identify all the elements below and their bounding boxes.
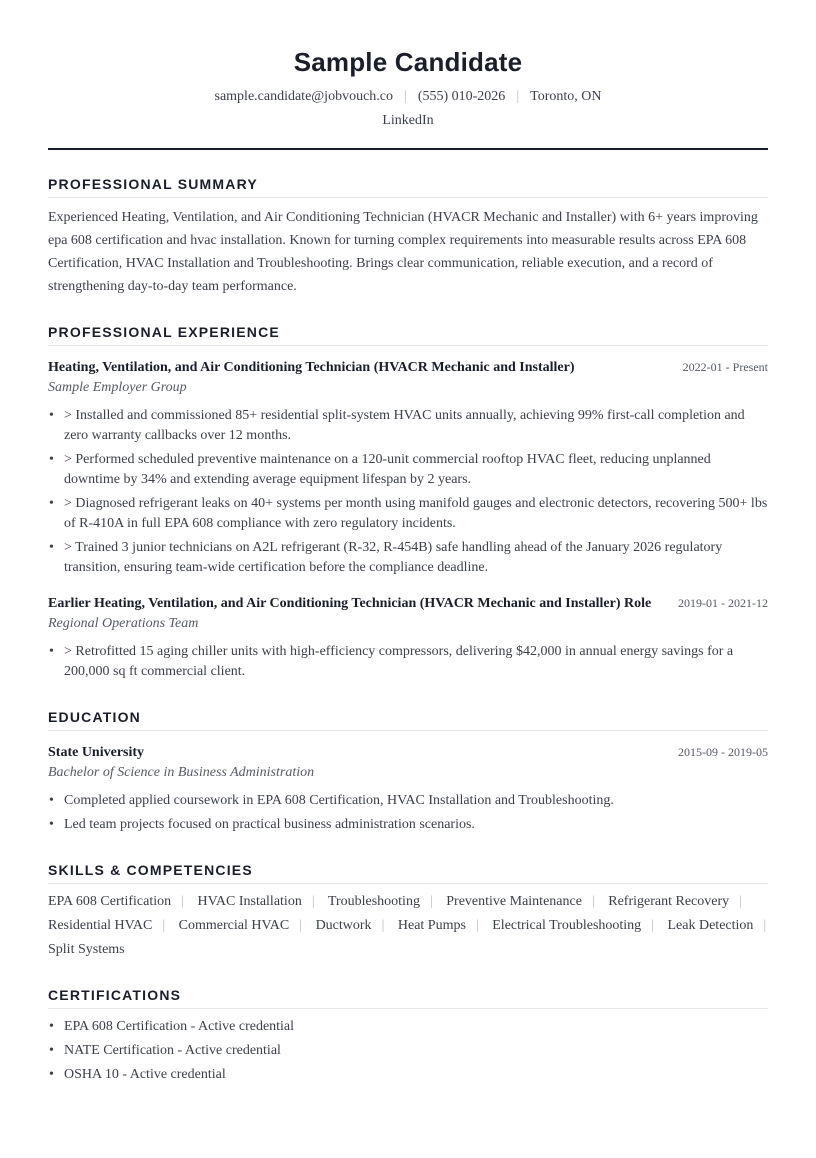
skill-item [668,918,777,933]
contact-separator: | [404,89,407,104]
linkedin-link[interactable]: LinkedIn [382,113,434,128]
job-organization: Sample Employer Group [48,380,187,395]
list-item: • EPA 608 Certification - Active credential [48,1017,768,1037]
skill-item [48,918,175,933]
contact-separator: | [516,89,520,104]
candidate-name: Sample Candidate [293,47,523,77]
skill-label: Preventive Maintenance [446,894,582,909]
skill-separator: | [429,894,433,909]
job-bullets [48,406,768,582]
skill-separator: | [381,918,385,933]
skill-item [398,918,489,933]
skill-label: EPA 608 Certification [48,894,172,909]
skills-list [48,890,778,962]
list-item: • OSHA 10 - Active credential [48,1065,768,1085]
education-heading: EDUCATION [48,709,141,725]
job-bullets [48,642,768,686]
section-divider [48,1008,768,1009]
skill-item [179,918,312,933]
job-dates: 2022-01 - Present [682,360,768,374]
education-bullets [48,791,768,839]
school-name: State University [48,745,145,760]
skill-separator: | [475,918,479,933]
phone-text: (555) 010-2026 [417,89,506,104]
section-divider [48,883,768,884]
location-text: Toronto, ON [530,89,602,104]
certifications-heading: CERTIFICATIONS [48,987,182,1003]
skill-item [328,894,443,909]
skill-item [492,918,664,933]
skill-separator: | [299,918,303,933]
experience-heading: PROFESSIONAL EXPERIENCE [48,324,280,340]
degree-name: Bachelor of Science in Business Administration [48,765,315,780]
skill-label: Leak Detection [667,918,754,933]
list-item: • > Performed scheduled preventive maintenance on a 120-unit commercial rooftop HVAC fleet, reducing unplanned downtime by 34% and extending average equipment lifespan by 2 years. [48,450,768,490]
summary-text: Experienced Heating, Ventilation, and Air Conditioning Technician (HVACR Mechanic and Installer) with 6+ years improving epa 608 certification and hvac installation. Known for turning complex requirements into measurable results across EPA 608 Certification, HVAC Installation and Troubleshooting. Brings clear communication, reliable execution, and a record of strengthening day-to-day team performance. [48,210,758,294]
skill-item [197,894,324,909]
skill-item [48,894,194,909]
list-item: • > Diagnosed refrigerant leaks on 40+ systems per month using manifold gauges and electronic detectors, recovering 500+ lbs of R-410A in full EPA 608 compliance with zero regulatory incidents. [48,494,768,534]
list-item: • Led team projects focused on practical business administration scenarios. [48,815,768,835]
skill-item [316,918,395,933]
list-item: • > Trained 3 junior technicians on A2L refrigerant (R-32, R-454B) safe handling ahead of the January 2026 regulatory transition, ensuring team-wide certification before the compliance deadline. [48,538,768,578]
skill-label: Electrical Troubleshooting [492,918,642,933]
contact-line [48,89,768,105]
skill-item [446,894,604,909]
summary-heading: PROFESSIONAL SUMMARY [48,176,258,192]
skill-separator: | [739,894,742,909]
list-item: • Completed applied coursework in EPA 608 Certification, HVAC Installation and Troubleshooting. [48,791,768,811]
job-dates: 2019-01 - 2021-12 [678,596,768,610]
skill-item [48,942,125,957]
job-title: Heating, Ventilation, and Air Conditioning Technician (HVACR Mechanic and Installer) [48,360,575,375]
skill-item [608,894,752,909]
section-divider [48,730,768,731]
job-title: Earlier Heating, Ventilation, and Air Conditioning Technician (HVACR Mechanic and Installer) Role [48,596,652,611]
section-divider [48,197,768,198]
list-item: • > Retrofitted 15 aging chiller units with high-efficiency compressors, delivering $42,000 in annual energy savings for a 200,000 sq ft commercial client. [48,642,768,682]
skill-label: Ductwork [315,918,372,933]
header-divider [48,148,768,150]
skill-label: Troubleshooting [327,894,420,909]
certifications-list [48,1017,768,1089]
skill-separator: | [162,918,166,933]
job-organization: Regional Operations Team [48,616,199,631]
skill-label: Commercial HVAC [178,918,290,933]
skill-separator: | [311,894,315,909]
section-divider [48,345,768,346]
skills-heading: SKILLS & COMPETENCIES [48,862,253,878]
skill-separator: | [763,918,767,933]
contact-line-2 [48,113,768,129]
skill-separator: | [651,918,654,933]
skill-separator: | [181,894,184,909]
skill-label: Split Systems [48,942,125,957]
skill-label: HVAC Installation [197,894,302,909]
skill-label: Refrigerant Recovery [608,894,730,909]
education-dates: 2015-09 - 2019-05 [678,745,768,759]
list-item: • > Installed and commissioned 85+ residential split-system HVAC units annually, achieving 99% first-call completion and zero warranty callbacks over 12 months. [48,406,768,446]
list-item: • NATE Certification - Active credential [48,1041,768,1061]
email-link[interactable]: sample.candidate@jobvouch.co [214,89,393,104]
skill-label: Heat Pumps [397,918,466,933]
skill-label: Residential HVAC [48,918,153,933]
skill-separator: | [591,894,595,909]
